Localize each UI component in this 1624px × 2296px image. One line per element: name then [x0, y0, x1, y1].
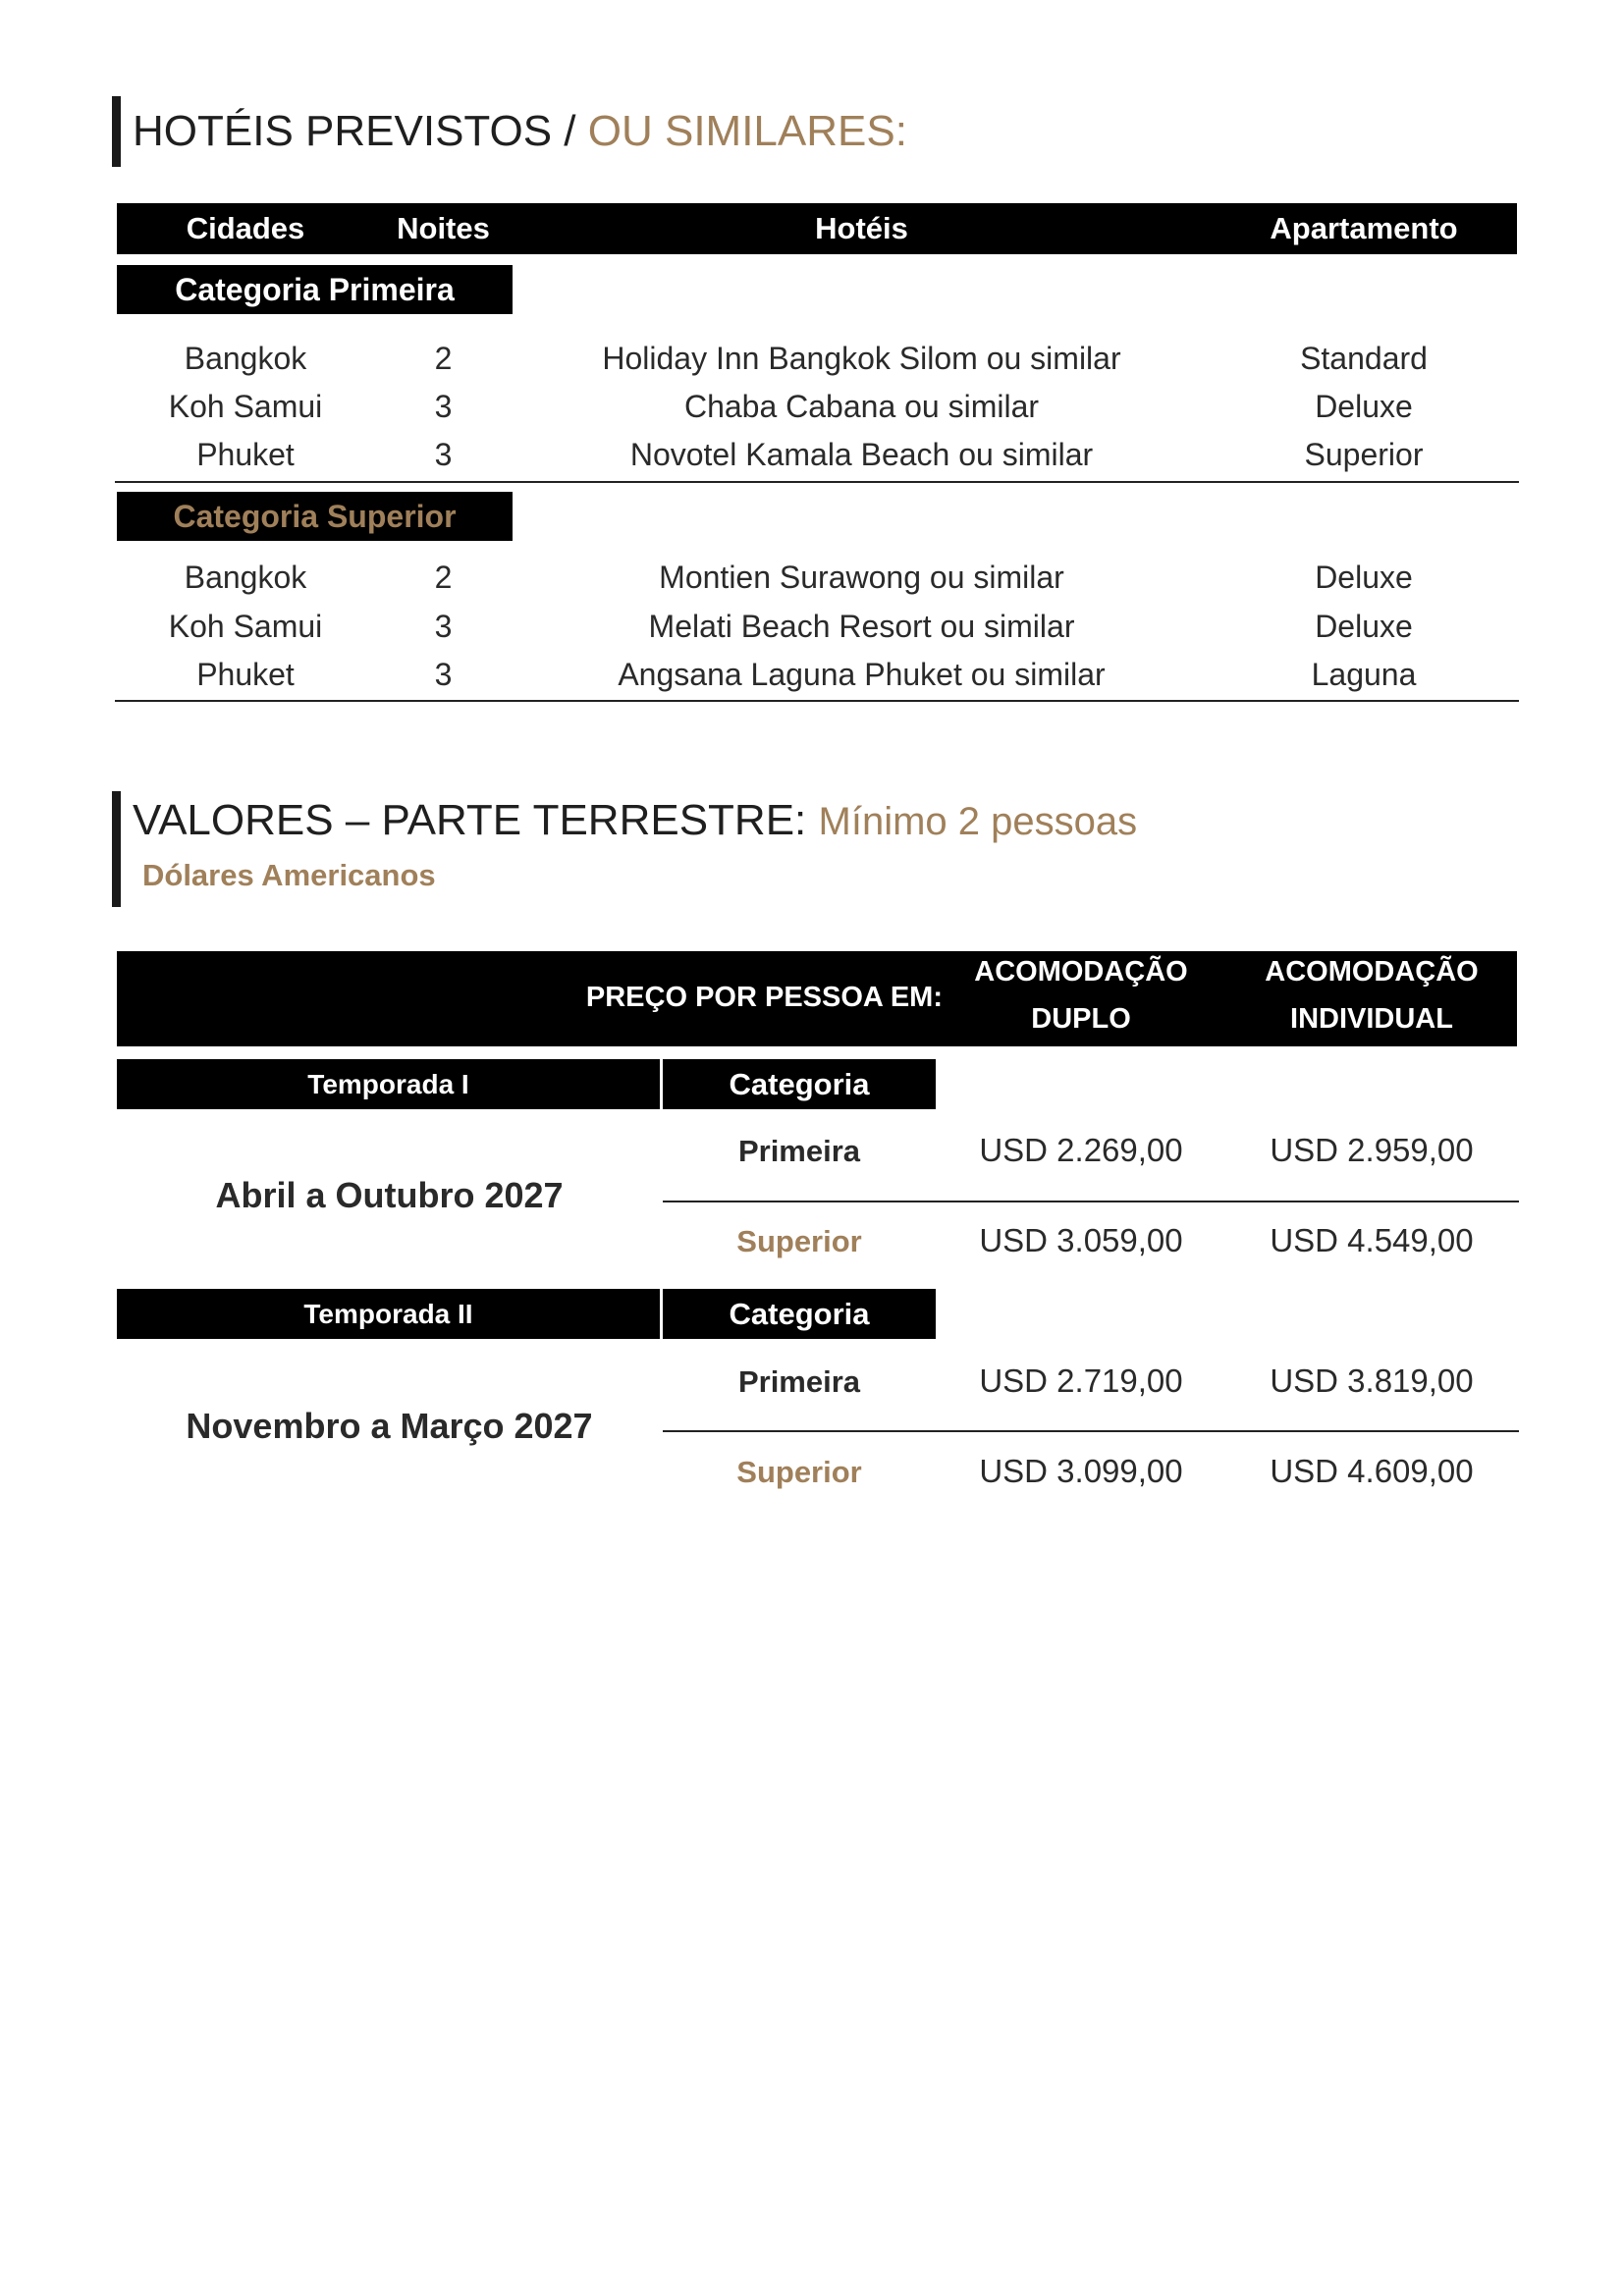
- row-divider: [663, 1201, 1519, 1202]
- category-primeira: Primeira: [737, 1134, 861, 1168]
- price-double: USD 3.099,00: [979, 1453, 1183, 1489]
- price-single: USD 4.549,00: [1270, 1222, 1474, 1258]
- season-1-period: Abril a Outubro 2027: [215, 1175, 564, 1215]
- table-bottom-rule: [115, 700, 1519, 702]
- hotel-cell: Chaba Cabana ou similar: [683, 388, 1040, 424]
- season-1-category-header: Categoria: [663, 1059, 936, 1109]
- city-cell: Bangkok: [184, 340, 307, 376]
- room-cell: Superior: [1304, 436, 1424, 472]
- price-double: USD 2.719,00: [979, 1362, 1183, 1399]
- nights-cell: 3: [434, 436, 453, 472]
- price-per-person-label: PREÇO POR PESSOA EM:: [585, 982, 943, 1013]
- prices-title-main: VALORES – PARTE TERRESTRE:: [133, 796, 807, 844]
- city-cell: Phuket: [196, 656, 295, 692]
- header-hoteis: Hotéis: [815, 211, 908, 245]
- room-cell: Deluxe: [1315, 388, 1413, 424]
- hotel-cell: Montien Surawong ou similar: [659, 559, 1064, 595]
- city-cell: Phuket: [196, 436, 295, 472]
- header-noites: Noites: [397, 211, 490, 245]
- price-single: USD 3.819,00: [1270, 1362, 1474, 1399]
- nights-cell: 2: [434, 559, 453, 595]
- hotel-cell: Holiday Inn Bangkok Silom ou similar: [602, 340, 1121, 376]
- room-cell: Standard: [1300, 340, 1428, 376]
- prices-section-title: [112, 791, 1137, 907]
- price-single: USD 2.959,00: [1270, 1132, 1474, 1168]
- nights-cell: 3: [434, 388, 453, 424]
- currency-subtitle: Dólares Americanos: [142, 858, 436, 892]
- nights-cell: 2: [434, 340, 453, 376]
- season-1-label: Temporada I: [117, 1059, 660, 1109]
- room-cell: Laguna: [1311, 656, 1417, 692]
- row-divider: [663, 1430, 1519, 1432]
- price-double: USD 3.059,00: [979, 1222, 1183, 1258]
- hotel-cell: Melati Beach Resort ou similar: [648, 608, 1075, 644]
- price-single: USD 4.609,00: [1270, 1453, 1474, 1489]
- category-primeira: Primeira: [737, 1364, 861, 1399]
- room-cell: Deluxe: [1315, 608, 1413, 644]
- city-cell: Koh Samui: [168, 608, 323, 644]
- hotels-title-main: HOTÉIS PREVISTOS /: [133, 107, 576, 155]
- season-2-label: Temporada II: [117, 1289, 660, 1339]
- nights-cell: 3: [434, 608, 453, 644]
- season-2-category-header: Categoria: [663, 1289, 936, 1339]
- col-double-line1: ACOMODAÇÃO: [974, 956, 1188, 988]
- category-primeira-label: Categoria Primeira: [117, 265, 513, 314]
- price-double: USD 2.269,00: [979, 1132, 1183, 1168]
- header-cidades: Cidades: [186, 211, 305, 245]
- category-superior: Superior: [736, 1224, 862, 1258]
- header-apartamento: Apartamento: [1270, 211, 1458, 245]
- hotels-section-title: [112, 96, 907, 167]
- hotel-cell: Angsana Laguna Phuket ou similar: [618, 656, 1106, 692]
- category-divider: [115, 481, 1519, 483]
- season-2-period: Novembro a Março 2027: [186, 1406, 593, 1446]
- hotels-title-accent: OU SIMILARES:: [587, 107, 907, 155]
- category-superior: Superior: [736, 1455, 862, 1489]
- category-superior-label: Categoria Superior: [117, 492, 513, 541]
- col-double-line2: DUPLO: [1031, 1003, 1131, 1035]
- hotel-cell: Novotel Kamala Beach ou similar: [629, 436, 1094, 472]
- prices-title-accent: Mínimo 2 pessoas: [818, 800, 1138, 843]
- city-cell: Bangkok: [184, 559, 307, 595]
- room-cell: Deluxe: [1315, 559, 1413, 595]
- col-single-line2: INDIVIDUAL: [1290, 1003, 1453, 1035]
- col-single-line1: ACOMODAÇÃO: [1265, 956, 1479, 988]
- city-cell: Koh Samui: [168, 388, 323, 424]
- nights-cell: 3: [434, 656, 453, 692]
